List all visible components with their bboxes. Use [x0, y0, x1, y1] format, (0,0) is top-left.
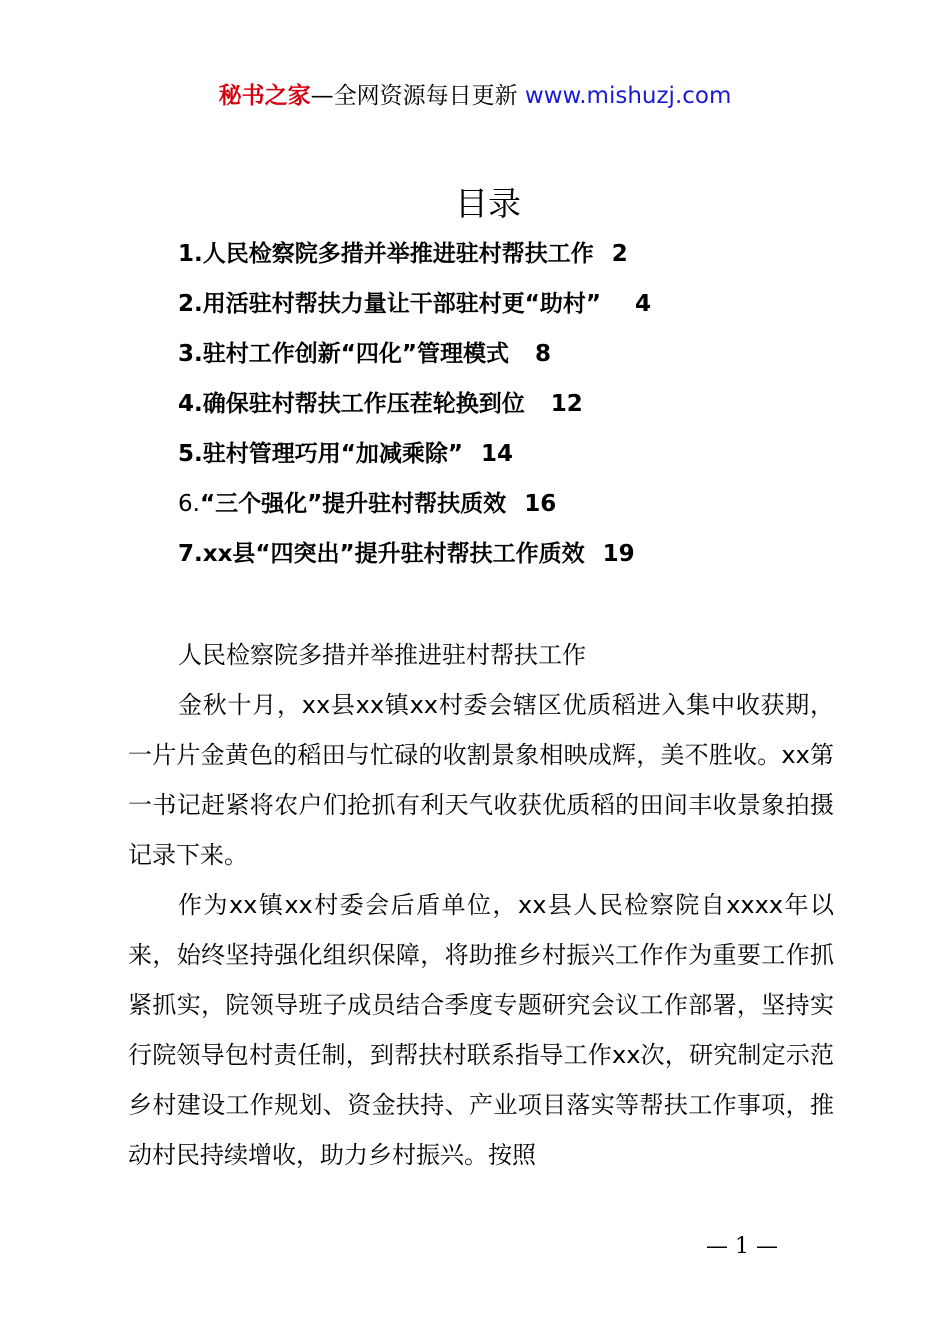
toc-item-number: 1.: [178, 241, 203, 267]
toc-item[interactable]: [178, 232, 651, 282]
toc-item[interactable]: [178, 532, 651, 582]
toc-item-number: 2.: [178, 291, 203, 317]
article-paragraph: 作为xx镇xx村委会后盾单位，xx县人民检察院自xxxx年以来，始终坚持强化组织保障，将助推乡村振兴工作作为重要工作抓紧抓实，院领导班子成员结合季度专题研究会议工作部署，坚持实行院领导包村责任制，到帮扶村联系指导工作xx次，研究制定示范乡村建设工作规划、资金扶持、产业项目落实等帮扶工作事项，推动村民持续增收，助力乡村振兴。按照: [128, 891, 834, 1169]
brand-name: 秘书之家: [218, 83, 311, 109]
toc-item-title: 驻村管理巧用“加减乘除”: [202, 441, 463, 467]
toc-item-page: 12: [542, 391, 583, 417]
toc-item[interactable]: [178, 382, 651, 432]
toc-item-page: 19: [602, 541, 635, 567]
article-paragraph: 金秋十月，xx县xx镇xx村委会辖区优质稻进入集中收获期，一片片金黄色的稻田与忙碌的收割景象相映成辉，美不胜收。xx第一书记赶紧将农户们抢抓有利天气收获优质稻的田间丰收景象拍摄记录下来。: [128, 691, 834, 869]
toc-item-title: “三个强化”提升驻村帮扶质效: [199, 491, 507, 517]
toc-item-title: 用活驻村帮扶力量让干部驻村更“助村”: [202, 291, 601, 317]
toc-title: 目录: [455, 184, 521, 223]
toc-item-number: 6.: [178, 491, 200, 517]
toc-item[interactable]: [178, 482, 651, 532]
toc-item-page: 2: [611, 241, 628, 267]
toc-item[interactable]: [178, 432, 651, 482]
toc-item[interactable]: [178, 332, 651, 382]
article-body: [128, 630, 834, 1180]
toc-item-number: 4.: [178, 391, 203, 417]
toc-item-page: 8: [526, 341, 551, 367]
toc-item-page: 14: [480, 441, 513, 467]
toc-item-page: 4: [618, 291, 652, 317]
toc-item-title: 驻村工作创新“四化”管理模式: [202, 341, 509, 367]
toc-item-title: 确保驻村帮扶工作压茬轮换到位: [202, 391, 525, 417]
table-of-contents: [178, 232, 651, 582]
toc-item[interactable]: [178, 282, 651, 332]
site-header: [0, 78, 950, 114]
article-heading: 人民检察院多措并举推进驻村帮扶工作: [178, 641, 586, 669]
toc-item-number: 3.: [178, 341, 203, 367]
toc-item-title: xx县“四突出”提升驻村帮扶工作质效: [202, 541, 585, 567]
toc-item-page: 16: [524, 491, 557, 517]
site-url-link[interactable]: www.mishuzj.com: [524, 83, 732, 109]
toc-item-number: 7.: [178, 541, 203, 567]
page-number: — 1 —: [706, 1234, 778, 1259]
header-tagline: —全网资源每日更新: [310, 83, 525, 109]
toc-item-title: 人民检察院多措并举推进驻村帮扶工作: [202, 241, 594, 267]
toc-item-number: 5.: [178, 441, 203, 467]
